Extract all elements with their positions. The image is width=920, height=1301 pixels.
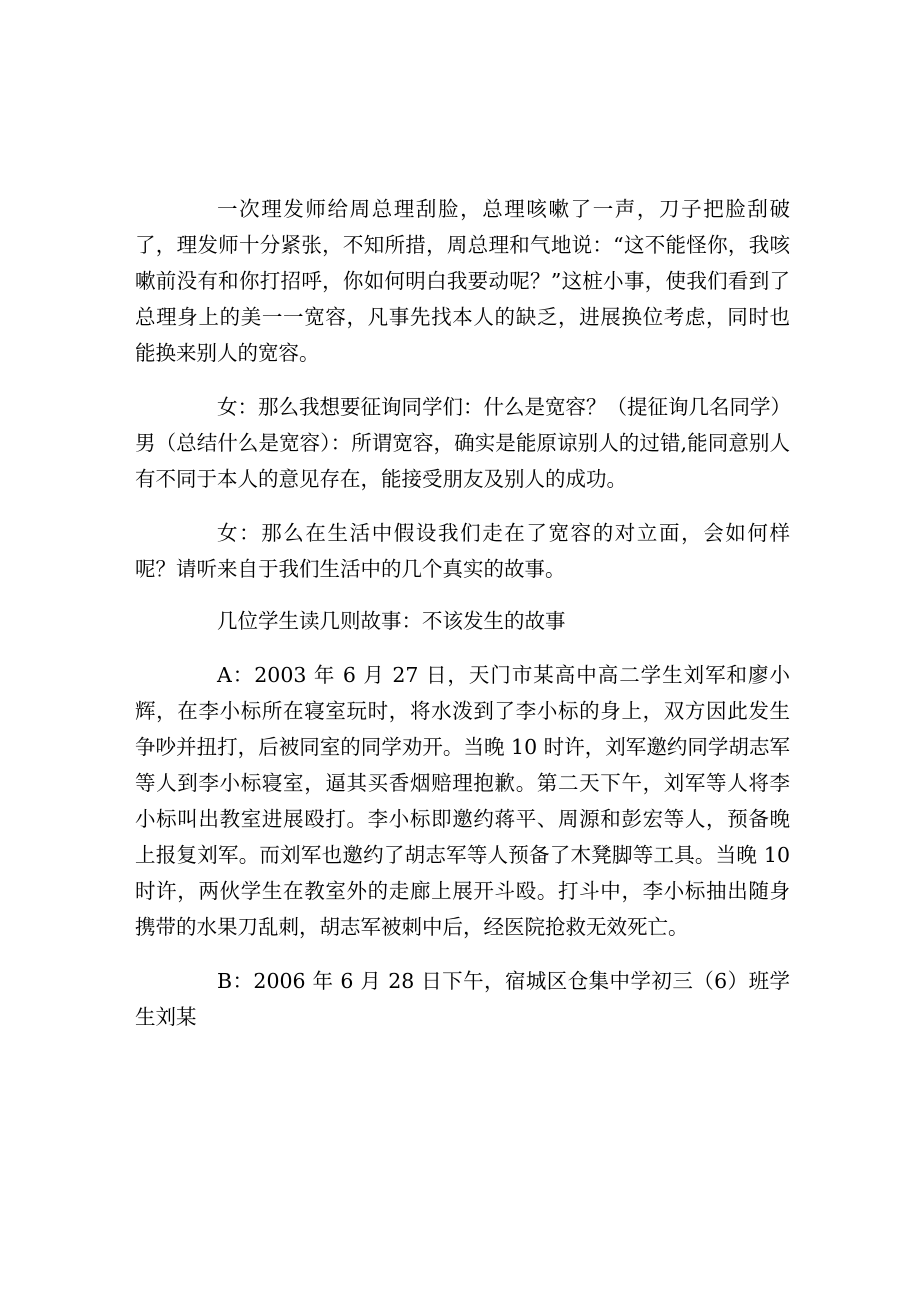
paragraph-male-summary: 男（总结什么是宽容）：所谓宽容，确实是能原谅别人的过错,能同意别人有不同于本人的意见存在，能接受朋友及别人的成功。 xyxy=(135,431,790,491)
paragraph-haircut-story: 一次理发师给周总理刮脸，总理咳嗽了一声，刀子把脸刮破了，理发师十分紧张，不知所措，周总理和气地说：“这不能怪你，我咳嗽前没有和你打招呼，你如何明白我要动呢？”这桩小事，使我们看到了总理身上的美一一宽容，凡事先找本人的缺乏，进展换位考虑，同时也能换来别人的宽容。 xyxy=(135,197,790,365)
paragraph-story-b: B：2006 年 6 月 28 日下午，宿城区仓集中学初三（6）班学生刘某 xyxy=(135,969,790,1029)
paragraph-female-question: 女：那么我想要征询同学们：什么是宽容？（提征询几名同学） xyxy=(217,395,791,419)
paragraph-story-a: A：2003 年 6 月 27 日，天门市某高中高二学生刘军和廖小辉，在李小标所在寝室玩时，将水泼到了李小标的身上，双方因此发生争吵并扭打，后被同室的同学劝开。当晚 10 时许，刘军邀约同学胡志军等人到李小标寝室，逼其买香烟赔理抱歉。第二天下午，刘军等人将李小标叫出教室进展殴打。李小标即邀约蒋平、周源和彭宏等人，预备晚上报复刘军。而刘军也邀约了胡志军等人预备了木凳脚等工具。当晚 10 时许，两伙学生在教室外的走廊上展开斗殴。打斗中，李小标抽出随身携带的水果刀乱刺，胡志军被刺中后，经医院抢救无效死亡。 xyxy=(135,663,790,939)
document-body xyxy=(135,191,790,1035)
paragraph-stories-heading: 几位学生读几则故事：不该发生的故事 xyxy=(217,609,566,633)
paragraph-female-intro-stories: 女：那么在生活中假设我们走在了宽容的对立面，会如何样呢？请听来自于我们生活中的几个真实的故事。 xyxy=(135,521,790,581)
